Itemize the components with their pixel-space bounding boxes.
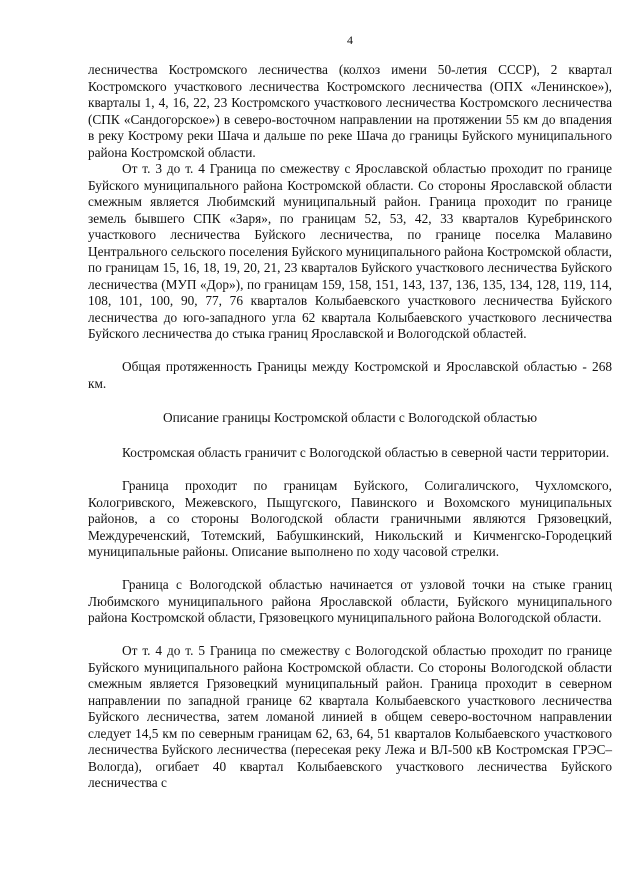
paragraph-vologda-intro: Костромская область граничит с Вологодской областью в северной части территории. (122, 445, 610, 460)
paragraph-vologda-districts: Граница проходит по границам Буйского, Солигаличского, Чухломского, Кологривского, Межевского, Пыщугского, Павинского и Вохомского муниципальных районов, а со стороны Вологодской области граничными являются Грязовецкий, Междуреченский, Тотемский, Бабушкинский, Никольский и Кичменгско-Городецкий муниципальные районы. Описание выполнено по ходу часовой стрелки. (88, 478, 612, 560)
section-heading: Описание границы Костромской области с Вологодской областью (162, 410, 538, 425)
paragraph-boundary-vologda: От т. 4 до т. 5 Граница по смежеству с Вологодской областью проходит по границе Буйского муниципального района Костромской области. Со стороны Вологодской области смежным является Грязовецкий муниципальный район. Граница проходит в северном направлении по западной границе 62 квартала Колыбаевского участкового лесничества Буйского лесничества, затем ломаной линией в общем северо-восточном направлении следует 14,5 км по северным границам 62, 63, 64, 51 кварталов Колыбаевского участкового лесничества Буйского лесничества (пересекая реку Лежа и ВЛ-500 кВ Костромская ГРЭС–Вологда), огибает 40 квартал Колыбаевского участкового лесничества Буйского лесничества с (88, 643, 612, 791)
paragraph-continuation: лесничества Костромского лесничества (колхоз имени 50-летия СССР), 2 квартал Костромского участкового лесничества Костромского лесничества (ОПХ «Ленинское»), кварталы 1, 4, 16, 22, 23 Костромского участкового лесничества Костромского лесничества (СПК «Сандогорское») в северо-восточном направлении на протяжении 55 км до впадения в реку Кострому реки Шача и дальше по реке Шача до границы Буйского муниципального района Костромской области. (88, 62, 612, 160)
page-number: 4 (347, 33, 353, 47)
paragraph-vologda-start-point: Граница с Вологодской областью начинается от узловой точки на стыке границ Любимского муниципального района Ярославской области, Буйского муниципального района Костромской области, Грязовецкого муниципального района Вологодской области. (88, 577, 612, 626)
paragraph-total-length: Общая протяженность Границы между Костромской и Ярославской областью - 268 км. (88, 359, 612, 391)
paragraph-boundary-yaroslavl: От т. 3 до т. 4 Граница по смежеству с Ярославской областью проходит по границе Буйского муниципального района Костромской области. Со стороны Ярославской области смежным является Любимский муниципальный район. Граница проходит по границе земель бывшего СПК «Заря», по границам 52, 53, 42, 33 кварталов Куребринского участкового лесничества Буйского лесничества, по границе поселка Малавино Центрального сельского поселения Буйского муниципального района Костромской области, по границам 15, 16, 18, 19, 20, 21, 23 кварталов Буйского участкового лесничества Буйского лесничества (МУП «Дор»), по границам 159, 158, 151, 143, 137, 136, 135, 134, 128, 119, 114, 108, 101, 100, 90, 77, 76 кварталов Колыбаевского участкового лесничества Буйского лесничества до юго-западного угла 62 квартала Колыбаевского участкового лесничества Буйского лесничества до стыка границ Ярославской и Вологодской областей. (88, 161, 612, 342)
